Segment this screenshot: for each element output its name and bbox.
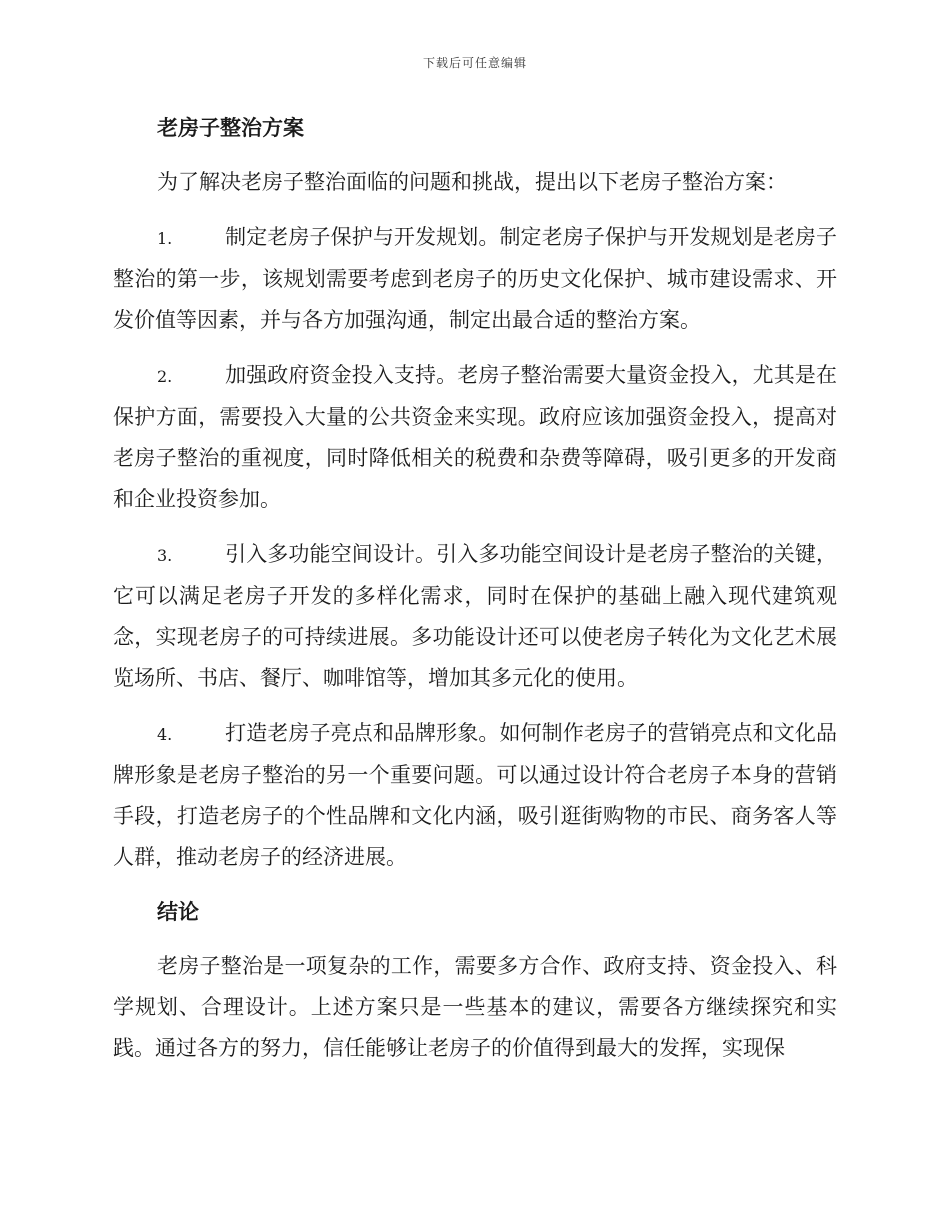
list-item: [113, 217, 837, 341]
list-item-text: 制定老房子保护与开发规划。制定老房子保护与开发规划是老房子整治的第一步，该规划需要考虑到老房子的历史文化保护、城市建设需求、开发价值等因素，并与各方加强沟通，制定出最合适的整治方案。: [113, 225, 837, 332]
section-heading-conclusion: 结论: [157, 899, 199, 924]
conclusion-paragraph: 老房子整治是一项复杂的工作，需要多方合作、政府支持、资金投入、科学规划、合理设计。上述方案只是一些基本的建议，需要各方继续探究和实践。通过各方的努力，信任能够让老房子的价值得到最大的发挥，实现保: [113, 954, 837, 1060]
list-item-text: 打造老房子亮点和品牌形象。如何制作老房子的营销亮点和文化品牌形象是老房子整治的另一个重要问题。可以通过设计符合老房子本身的营销手段，打造老房子的个性品牌和文化内涵，吸引逛街购物的市民、商务客人等人群，推动老房子的经济进展。: [113, 721, 837, 869]
list-item-text: 加强政府资金投入支持。老房子整治需要大量资金投入，尤其是在保护方面，需要投入大量的公共资金来实现。政府应该加强资金投入，提高对老房子整治的重视度，同时降低相关的税费和杂费等障碍，吸引更多的开发商和企业投资参加。: [113, 363, 837, 511]
intro-paragraph: 为了解决老房子整治面临的问题和挑战，提出以下老房子整治方案：: [157, 170, 787, 194]
document-body: [113, 108, 837, 1069]
list-item-text: 引入多功能空间设计。引入多功能空间设计是老房子整治的关键，它可以满足老房子开发的多样化需求，同时在保护的基础上融入现代建筑观念，实现老房子的可持续进展。多功能设计还可以使老房子转化为文化艺术展览场所、书店、餐厅、咖啡馆等，增加其多元化的使用。: [113, 542, 837, 690]
list-item: [113, 713, 837, 878]
list-item-number: 1.: [157, 229, 173, 248]
list-item-number: 3.: [157, 546, 173, 565]
section-heading-plan: 老房子整治方案: [157, 115, 304, 140]
list-item: [113, 534, 837, 699]
list-item: [113, 355, 837, 520]
list-item-number: 4.: [157, 725, 173, 744]
list-item-number: 2.: [157, 367, 173, 386]
header-note: 下载后可任意编辑: [422, 56, 527, 70]
